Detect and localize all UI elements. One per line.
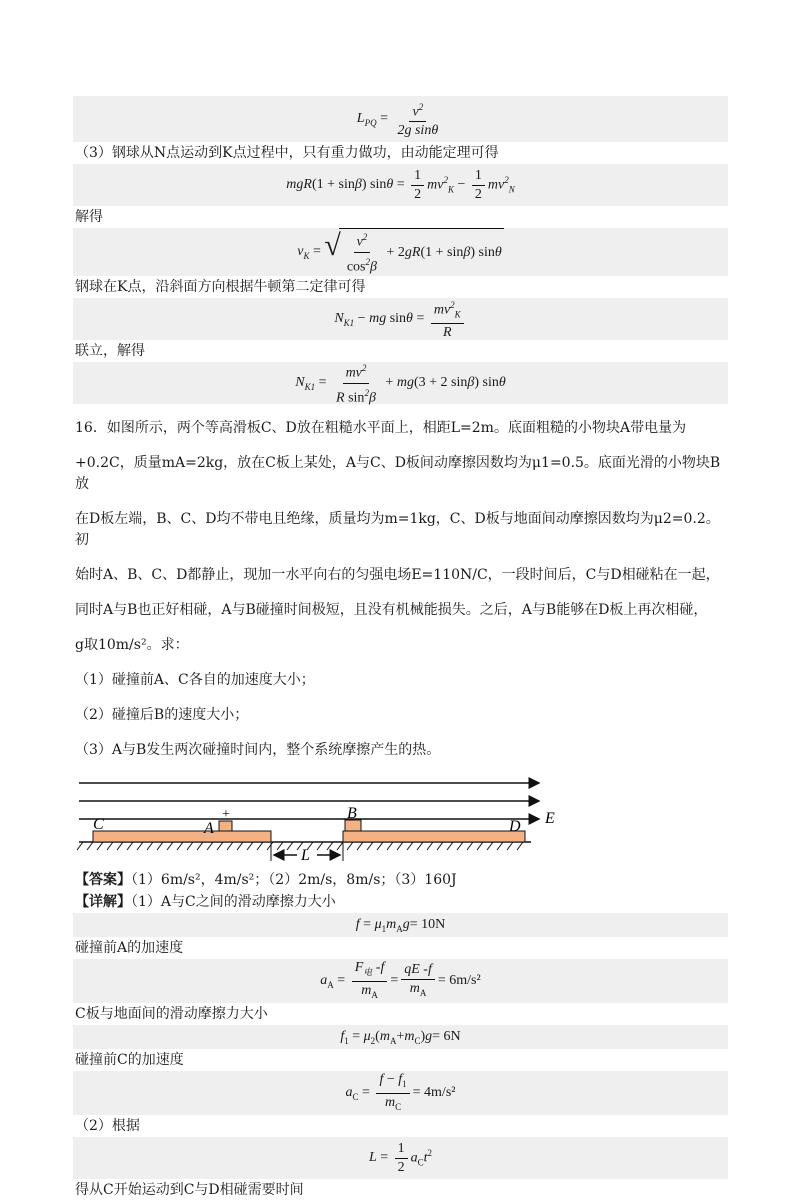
text-step2: （2）根据 xyxy=(75,1118,140,1134)
problem-line-1: 16．如图所示，两个等高滑板C、D放在粗糙水平面上，相距L=2m。底面粗糙的小物块A带电量为 xyxy=(75,420,687,436)
formula-f1: $f_1$ = $\mu_2$ ( $m_A$ + $m_C$ ) g = 6N xyxy=(73,1025,728,1049)
formula-nk1: $N_{K1}$ − mg sin θ = $\frac{mv^2_K}{R}$ xyxy=(73,298,728,340)
board-d xyxy=(343,831,525,842)
text-k-point: 钢球在K点，沿斜面方向根据牛顿第二定律可得 xyxy=(75,279,366,295)
formula-ac: $a_C$ = $\frac{f - f_1}{m_C}$ = 4m/s² xyxy=(73,1071,728,1115)
detail-line xyxy=(73,891,728,913)
formula-vk: $v_K$ = √ $\frac{v^2}{\cos^2\beta}$ + 2 gR (1 + sin β ) sin θ xyxy=(73,228,728,276)
label-c: C xyxy=(93,816,104,833)
problem-line-3: 在D板左端，B、C、D均不带电且绝缘，质量均为m=1kg，C、D板与地面间动摩擦因数均为μ2=0.2。初 xyxy=(75,511,720,548)
answer-tag: 【答案】 xyxy=(75,872,131,888)
diagram-svg xyxy=(71,775,571,861)
label-d: D xyxy=(509,818,521,835)
document-page xyxy=(73,96,728,1201)
text-lianli: 联立，解得 xyxy=(75,343,145,359)
formula-aa-value: = 6m/s² xyxy=(437,973,481,988)
formula-nk1-result: $N_{K1}$ = $\frac{mv^2}{R \sin^2\beta}$ + mg (3 + 2 sin β ) sin θ xyxy=(73,362,728,404)
label-plus: + xyxy=(222,807,230,822)
board-c xyxy=(93,831,271,842)
formula-l: L = $\frac{1}{2}$ $a_Ct^2$ xyxy=(73,1137,728,1179)
label-e: E xyxy=(545,810,555,827)
text-step3: （3）钢球从N点运动到K点过程中，只有重力做功，由动能定理可得 xyxy=(75,145,499,161)
label-l: L xyxy=(301,847,310,861)
text-acc-a: 碰撞前A的加速度 xyxy=(75,940,184,956)
answer-line xyxy=(73,869,728,891)
block-a xyxy=(219,821,232,831)
text-acc-c: 碰撞前C的加速度 xyxy=(75,1052,184,1068)
ground-hatch xyxy=(77,842,523,850)
answer-text: （1）6m/s²，4m/s²；（2）2m/s，8m/s；（3）160J xyxy=(131,872,457,888)
problem-16 xyxy=(73,418,728,761)
problem-line-2: +0.2C，质量mA=2kg，放在C板上某处，A与C、D板间动摩擦因数均为μ1=0.5。底面光滑的小物块B放 xyxy=(75,455,721,492)
label-a: A xyxy=(204,820,214,837)
text-time-cd: 得从C开始运动到C与D相碰需要时间 xyxy=(75,1182,304,1198)
diagram xyxy=(71,775,728,865)
formula-ac-value: = 4m/s² xyxy=(412,1085,456,1100)
question-3: （3）A与B发生两次碰撞时间内，整个系统摩擦产生的热。 xyxy=(75,742,441,758)
problem-line-6: g取10m/s²。求： xyxy=(75,637,189,653)
formula-f1-value: = 6N xyxy=(432,1029,461,1044)
formula-aa: $a_A$ = $\frac{F_电 -f}{m_A}$ = $\frac{qE -f}{m_A}$ = 6m/s² xyxy=(73,959,728,1003)
question-1: （1）碰撞前A、C各自的加速度大小； xyxy=(75,672,315,688)
text-friction-c: C板与地面间的滑动摩擦力大小 xyxy=(75,1006,268,1022)
label-b: B xyxy=(347,805,357,822)
detail-tag: 【详解】 xyxy=(75,894,131,910)
formula-f: f = $\mu_1m_Ag$ = 10N xyxy=(73,913,728,937)
detail-text: （1）A与C之间的滑动摩擦力大小 xyxy=(131,894,336,910)
question-2: （2）碰撞后B的速度大小； xyxy=(75,707,249,723)
text-jiede: 解得 xyxy=(75,209,103,225)
problem-line-4: 始时A、B、C、D都静止，现加一水平向右的匀强电场E=110N/C，一段时间后，C与D相碰粘在一起， xyxy=(75,567,720,583)
formula-energy: mgR (1 + sin β ) sin θ = $\frac{1}{2}$ $mv^2_K$ − $\frac{1}{2}$ $mv^2_N$ xyxy=(73,164,728,206)
problem-line-5: 同时A与B也正好相碰，A与B碰撞时间极短，且没有机械能损失。之后，A与B能够在D板上再次相碰， xyxy=(75,602,708,618)
formula-lpq: $L_{PQ}$ = $\frac{v^2}{\text{2g sinθ}}$ xyxy=(73,96,728,142)
formula-f-value: = 10N xyxy=(409,917,446,932)
